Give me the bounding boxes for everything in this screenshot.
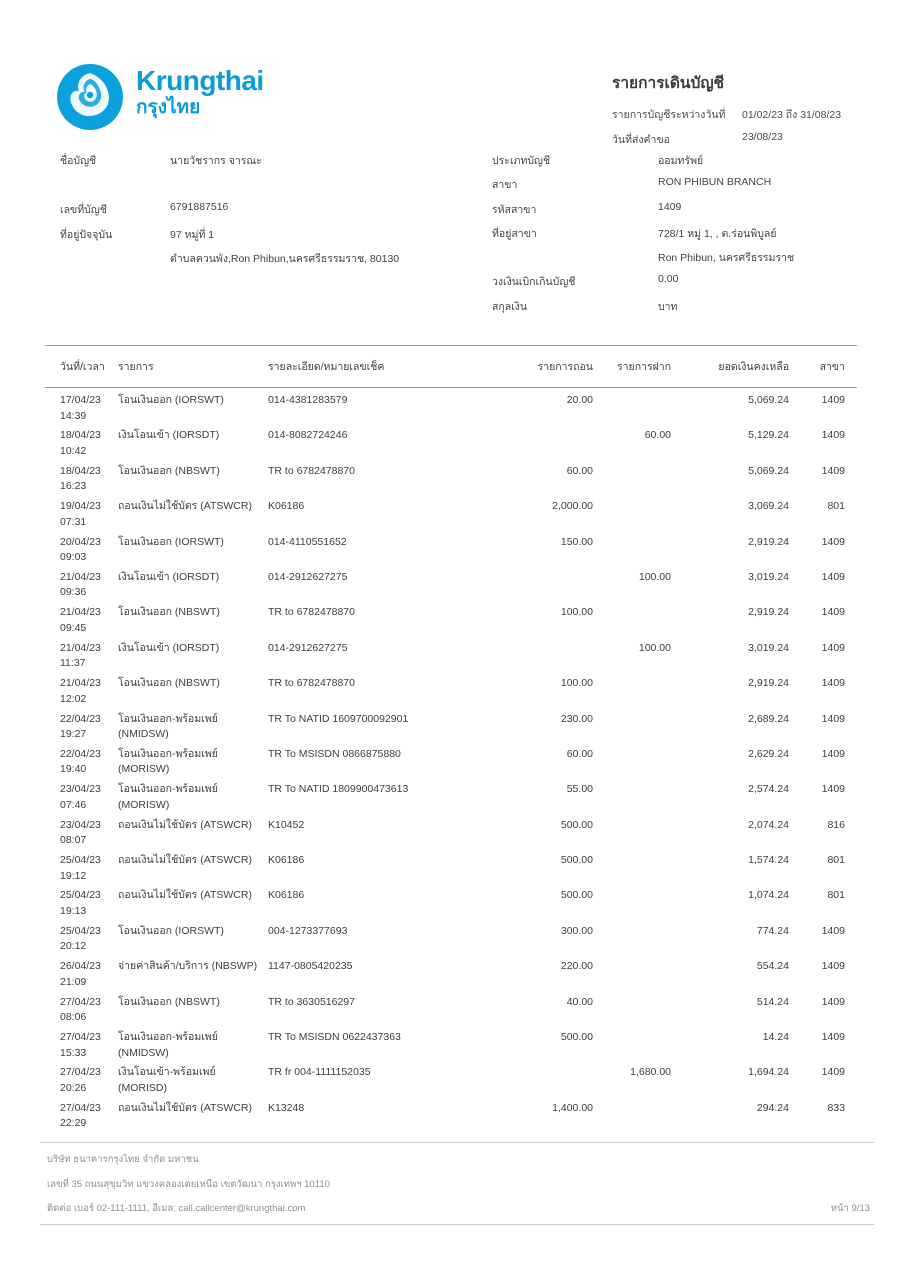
branch-value: RON PHIBUN BRANCH [658, 176, 772, 189]
txn-time: 21:09 [60, 975, 87, 988]
txn-balance: 3,019.24 [748, 570, 789, 583]
branch-address-line1: 728/1 หมู่ 1, , ต.ร่อนพิบูลย์ [658, 227, 777, 240]
txn-branch: 1409 [821, 641, 845, 654]
txn-withdrawal: 55.00 [566, 783, 593, 796]
txn-balance: 14.24 [762, 1031, 789, 1044]
branch-code-value: 1409 [658, 200, 682, 213]
txn-branch: 1409 [821, 1066, 845, 1079]
txn-desc-line1: โอนเงินออก (NBSWT) [118, 995, 220, 1008]
table-row [60, 393, 845, 428]
txn-datetime [60, 1030, 118, 1061]
txn-datetime [60, 747, 118, 778]
vayupak-bird-icon [57, 64, 123, 130]
table-row [60, 995, 845, 1030]
txn-balance: 5,129.24 [748, 429, 789, 442]
txn-datetime [60, 959, 118, 990]
txn-branch: 1409 [821, 783, 845, 796]
txn-branch: 1409 [821, 924, 845, 937]
txn-description [118, 1101, 268, 1132]
table-row [60, 924, 845, 959]
txn-desc-line1: โอนเงินออก (IORSWT) [118, 924, 224, 937]
txn-withdrawal: 60.00 [566, 747, 593, 760]
txn-desc-line1: ถอนเงินไม่ใช้บัตร (ATSWCR) [118, 1101, 252, 1114]
txn-balance: 554.24 [756, 960, 789, 973]
txn-description [118, 853, 268, 884]
txn-withdrawal: 300.00 [560, 924, 593, 937]
txn-withdrawal: 150.00 [560, 535, 593, 548]
txn-time: 09:03 [60, 551, 87, 564]
account-number-value: 6791887516 [170, 200, 229, 213]
txn-deposit [593, 499, 671, 530]
txn-datetime [60, 393, 118, 424]
txn-branch: 801 [827, 889, 845, 902]
txn-detail: 004-1273377693 [268, 924, 348, 937]
txn-time: 07:46 [60, 798, 87, 811]
txn-branch: 816 [827, 818, 845, 831]
txn-deposit [593, 995, 671, 1026]
txn-withdrawal: 220.00 [560, 960, 593, 973]
txn-date: 19/04/23 [60, 500, 101, 513]
footer-company: บริษัท ธนาคารกรุงไทย จำกัด มหาชน [47, 1154, 199, 1165]
col-deposit: รายการฝาก [617, 361, 671, 373]
txn-branch: 1409 [821, 394, 845, 406]
table-row [60, 641, 845, 676]
address-line1: 97 หมู่ที่ 1 [170, 228, 215, 241]
table-row [60, 888, 845, 923]
txn-balance: 2,689.24 [748, 712, 789, 725]
txn-description [118, 570, 268, 601]
txn-balance: 5,069.24 [748, 394, 789, 406]
table-row [60, 818, 845, 853]
statement-header [612, 70, 882, 148]
table-row [60, 1065, 845, 1100]
txn-desc-line1: โอนเงินออก (IORSWT) [118, 394, 224, 406]
txn-deposit [593, 924, 671, 955]
table-row [60, 676, 845, 711]
page-title: รายการเดินบัญชี [612, 75, 725, 92]
txn-description [118, 535, 268, 566]
txn-datetime [60, 853, 118, 884]
txn-time: 09:45 [60, 621, 87, 634]
txn-detail: K13248 [268, 1101, 305, 1114]
txn-desc-line1: โอนเงินออก-พร้อมเพย์ (MORISW) [118, 747, 218, 776]
txn-date: 22/04/23 [60, 712, 101, 725]
txn-desc-line1: โอนเงินออก (NBSWT) [118, 677, 220, 690]
txn-date: 27/04/23 [60, 1031, 101, 1044]
txn-detail: 014-4381283579 [268, 394, 348, 406]
txn-branch: 1409 [821, 429, 845, 442]
txn-balance: 2,629.24 [748, 747, 789, 760]
txn-date: 17/04/23 [60, 394, 101, 406]
table-row [60, 428, 845, 463]
txn-branch: 1409 [821, 570, 845, 583]
account-name-value: นายวัชรากร จารณะ [170, 155, 262, 167]
txn-branch: 1409 [821, 747, 845, 760]
txn-date: 25/04/23 [60, 924, 101, 937]
txn-description [118, 676, 268, 707]
txn-withdrawal: 500.00 [560, 854, 593, 867]
txn-datetime [60, 535, 118, 566]
footer-top-rule [40, 1142, 874, 1143]
address-label: ที่อยู่ปัจจุบัน [60, 228, 113, 241]
txn-description [118, 499, 268, 530]
txn-datetime [60, 995, 118, 1026]
footer-contact: ติดต่อ เบอร์ 02-111-1111, อีเมล: call.callcenter@krungthai.com [47, 1203, 306, 1214]
txn-desc-line1: ถอนเงินไม่ใช้บัตร (ATSWCR) [118, 818, 252, 831]
txn-desc-line1: ถอนเงินไม่ใช้บัตร (ATSWCR) [118, 500, 252, 513]
txn-description [118, 818, 268, 849]
txn-deposit [593, 1030, 671, 1061]
txn-detail: K06186 [268, 889, 305, 902]
txn-description [118, 1065, 268, 1096]
txn-branch: 833 [827, 1101, 845, 1114]
txn-balance: 2,919.24 [748, 606, 789, 619]
txn-time: 08:06 [60, 1011, 87, 1024]
txn-deposit: 1,680.00 [630, 1066, 671, 1079]
txn-description [118, 888, 268, 919]
txn-balance: 2,919.24 [748, 677, 789, 690]
txn-date: 20/04/23 [60, 535, 101, 548]
txn-description [118, 428, 268, 459]
txn-description [118, 1030, 268, 1061]
txn-balance: 1,074.24 [748, 889, 789, 902]
table-row [60, 605, 845, 640]
txn-time: 08:07 [60, 834, 87, 847]
txn-date: 22/04/23 [60, 747, 101, 760]
txn-datetime [60, 818, 118, 849]
txn-withdrawal [443, 641, 593, 672]
table-row [60, 499, 845, 534]
txn-date: 27/04/23 [60, 995, 101, 1008]
footer-bottom-rule [40, 1224, 874, 1225]
txn-description [118, 464, 268, 495]
transactions-table [45, 345, 857, 1136]
txn-description [118, 995, 268, 1026]
branch-code-label: รหัสสาขา [492, 203, 537, 216]
txn-branch: 1409 [821, 960, 845, 973]
txn-deposit [593, 818, 671, 849]
txn-description [118, 605, 268, 636]
txn-description [118, 782, 268, 813]
txn-desc-line1: เงินโอนเข้า (IORSDT) [118, 641, 220, 654]
txn-withdrawal: 500.00 [560, 818, 593, 831]
branch-address-line2: Ron Phibun, นครศรีธรรมราช [658, 252, 795, 265]
txn-withdrawal: 100.00 [560, 677, 593, 690]
txn-detail: 014-2912627275 [268, 570, 348, 583]
txn-balance: 3,019.24 [748, 641, 789, 654]
txn-date: 21/04/23 [60, 677, 101, 690]
txn-desc-line1: โอนเงินออก (IORSWT) [118, 535, 224, 548]
txn-withdrawal: 20.00 [566, 394, 593, 406]
txn-date: 27/04/23 [60, 1101, 101, 1114]
txn-desc-line1: เงินโอนเข้า-พร้อมเพย์ [118, 1066, 216, 1079]
txn-deposit [593, 605, 671, 636]
col-withdrawal: รายการถอน [537, 361, 593, 373]
txn-date: 26/04/23 [60, 960, 101, 973]
account-info-right [492, 152, 892, 322]
txn-deposit [593, 1101, 671, 1132]
txn-deposit [593, 747, 671, 778]
branch-address-label: ที่อยู่สาขา [492, 227, 537, 240]
txn-withdrawal: 100.00 [560, 606, 593, 619]
table-row [60, 570, 845, 605]
txn-desc-line1: ถอนเงินไม่ใช้บัตร (ATSWCR) [118, 854, 252, 867]
txn-date: 18/04/23 [60, 464, 101, 477]
txn-deposit [593, 959, 671, 990]
account-name-label: ชื่อบัญชี [60, 155, 97, 167]
txn-detail: 014-2912627275 [268, 641, 348, 654]
txn-datetime [60, 1065, 118, 1096]
table-row [60, 959, 845, 994]
col-datetime: วันที่/เวลา [60, 361, 105, 373]
txn-deposit [593, 676, 671, 707]
txn-deposit [593, 464, 671, 495]
txn-datetime [60, 605, 118, 636]
txn-detail: 1147-0805420235 [268, 960, 353, 973]
txn-desc-line1: จ่ายค่าสินค้า/บริการ (NBSWP) [118, 960, 258, 973]
txn-datetime [60, 1101, 118, 1132]
txn-balance: 774.24 [756, 924, 789, 937]
request-date-value: 23/08/23 [742, 131, 783, 143]
txn-balance: 294.24 [756, 1101, 789, 1114]
txn-balance: 1,694.24 [748, 1066, 789, 1079]
txn-detail: TR fr 004-1111152035 [268, 1066, 371, 1079]
txn-description [118, 393, 268, 424]
txn-desc-line1: โอนเงินออก-พร้อมเพย์ (MORISW) [118, 783, 218, 811]
txn-balance: 2,074.24 [748, 818, 789, 831]
txn-time: 07:31 [60, 515, 87, 528]
txn-deposit [593, 782, 671, 813]
txn-withdrawal [443, 428, 593, 459]
footer-address: เลขที่ 35 ถนนสุขุมวิท แขวงคลองเตยเหนือ เขตวัฒนา กรุงเทพฯ 10110 [47, 1179, 330, 1190]
currency-value: บาท [658, 300, 678, 313]
txn-withdrawal [443, 570, 593, 601]
col-detail: รายละเอียด/หมายเลขเช็ค [268, 361, 385, 373]
txn-deposit [593, 712, 671, 743]
txn-withdrawal: 500.00 [560, 1031, 593, 1044]
txn-time: 09:36 [60, 586, 87, 599]
txn-desc-line1: โอนเงินออก-พร้อมเพย์ (NMIDSW) [118, 1031, 218, 1059]
txn-deposit: 60.00 [644, 429, 671, 442]
txn-withdrawal: 500.00 [560, 889, 593, 902]
table-row [60, 1101, 845, 1136]
txn-description [118, 959, 268, 990]
txn-date: 23/04/23 [60, 818, 101, 831]
txn-datetime [60, 924, 118, 955]
account-type-label: ประเภทบัญชี [492, 155, 551, 167]
txn-desc-line1: โอนเงินออก-พร้อมเพย์ (NMIDSW) [118, 712, 218, 741]
col-branch: สาขา [819, 361, 845, 373]
txn-branch: 1409 [821, 464, 845, 477]
branch-label: สาขา [492, 179, 518, 192]
table-row [60, 1030, 845, 1065]
txn-datetime [60, 499, 118, 530]
table-row [60, 464, 845, 499]
txn-branch: 1409 [821, 712, 845, 725]
txn-desc-line1: เงินโอนเข้า (IORSDT) [118, 570, 220, 583]
txn-time: 12:02 [60, 692, 87, 705]
table-row [60, 782, 845, 817]
txn-detail: TR To NATID 1809900473613 [268, 783, 409, 796]
txn-desc-line2: (MORISD) [118, 1081, 167, 1094]
txn-deposit: 100.00 [638, 641, 671, 654]
txn-branch: 1409 [821, 677, 845, 690]
txn-datetime [60, 888, 118, 919]
txn-detail: K06186 [268, 500, 305, 513]
txn-time: 19:27 [60, 728, 87, 741]
txn-detail: 014-8082724246 [268, 429, 348, 442]
txn-deposit [593, 888, 671, 919]
txn-withdrawal: 2,000.00 [552, 500, 593, 513]
txn-date: 25/04/23 [60, 854, 101, 867]
page-number: หน้า 9/13 [830, 1203, 870, 1214]
brand-name-en: Krungthai [136, 65, 264, 96]
txn-detail: K06186 [268, 854, 305, 867]
col-description: รายการ [118, 361, 154, 373]
txn-time: 19:12 [60, 869, 87, 882]
krungthai-logo [57, 64, 264, 130]
txn-desc-line1: โอนเงินออก (NBSWT) [118, 606, 220, 619]
brand-wordmark [136, 64, 264, 117]
address-line2: ตำบลควนพัง,Ron Phibun,นครศรีธรรมราช, 80130 [170, 253, 400, 266]
txn-balance: 5,069.24 [748, 464, 789, 477]
txn-date: 18/04/23 [60, 429, 101, 442]
request-date-label: วันที่ส่งคำขอ [612, 134, 670, 146]
overdraft-value: 0.00 [658, 273, 679, 286]
brand-name-th: กรุงไทย [136, 97, 201, 118]
txn-withdrawal: 230.00 [560, 712, 593, 725]
currency-label: สกุลเงิน [492, 300, 528, 313]
txn-datetime [60, 712, 118, 743]
col-balance: ยอดเงินคงเหลือ [718, 361, 789, 373]
txn-balance: 514.24 [756, 995, 789, 1008]
txn-detail: TR to 6782478870 [268, 606, 355, 619]
overdraft-label: วงเงินเบิกเกินบัญชี [492, 276, 576, 289]
table-row [60, 747, 845, 782]
period-value: 01/02/23 ถึง 31/08/23 [742, 109, 842, 121]
txn-branch: 1409 [821, 535, 845, 548]
txn-withdrawal: 40.00 [566, 995, 593, 1008]
txn-deposit: 100.00 [638, 570, 671, 583]
table-row [60, 853, 845, 888]
txn-withdrawal [443, 1065, 593, 1096]
account-type-value: ออมทรัพย์ [658, 155, 704, 167]
txn-date: 27/04/23 [60, 1066, 101, 1079]
txn-description [118, 712, 268, 743]
txn-branch: 1409 [821, 606, 845, 619]
table-row [60, 535, 845, 570]
txn-time: 20:26 [60, 1081, 87, 1094]
txn-detail: TR To MSISDN 0866875880 [268, 747, 401, 760]
txn-time: 20:12 [60, 940, 87, 953]
txn-branch: 1409 [821, 1031, 845, 1044]
txn-balance: 1,574.24 [748, 854, 789, 867]
txn-date: 21/04/23 [60, 570, 101, 583]
txn-date: 21/04/23 [60, 641, 101, 654]
txn-datetime [60, 570, 118, 601]
txn-deposit [593, 393, 671, 424]
period-label: รายการบัญชีระหว่างวันที่ [612, 109, 726, 121]
txn-detail: TR to 6782478870 [268, 677, 355, 690]
txn-date: 21/04/23 [60, 606, 101, 619]
txn-balance: 3,069.24 [748, 500, 789, 513]
txn-time: 14:39 [60, 409, 87, 422]
txn-time: 15:33 [60, 1046, 87, 1059]
txn-time: 11:37 [60, 657, 86, 670]
txn-desc-line1: ถอนเงินไม่ใช้บัตร (ATSWCR) [118, 889, 252, 902]
txn-detail: 014-4110551652 [268, 535, 347, 548]
txn-time: 16:23 [60, 480, 87, 493]
txn-branch: 801 [827, 854, 845, 867]
txn-branch: 1409 [821, 995, 845, 1008]
txn-description [118, 924, 268, 955]
txn-detail: TR to 6782478870 [268, 464, 355, 477]
txn-detail: K10452 [268, 818, 305, 831]
txn-datetime [60, 676, 118, 707]
txn-description [118, 641, 268, 672]
txn-datetime [60, 641, 118, 672]
txn-date: 25/04/23 [60, 889, 101, 902]
txn-datetime [60, 464, 118, 495]
txn-balance: 2,574.24 [748, 783, 789, 796]
txn-desc-line1: โอนเงินออก (NBSWT) [118, 464, 220, 477]
txn-time: 10:42 [60, 444, 87, 457]
txn-date: 23/04/23 [60, 783, 101, 796]
account-number-label: เลขที่บัญชี [60, 203, 107, 216]
account-info-left [60, 152, 480, 275]
txn-detail: TR To MSISDN 0622437363 [268, 1031, 401, 1044]
txn-detail: TR to 3630516297 [268, 995, 355, 1008]
txn-deposit [593, 853, 671, 884]
txn-detail: TR To NATID 1609700092901 [268, 712, 409, 725]
txn-description [118, 747, 268, 778]
txn-time: 19:13 [60, 904, 87, 917]
txn-deposit [593, 535, 671, 566]
txn-time: 19:40 [60, 763, 87, 776]
txn-withdrawal: 60.00 [566, 464, 593, 477]
table-body [60, 388, 845, 1136]
txn-desc-line1: เงินโอนเข้า (IORSDT) [118, 429, 220, 442]
txn-branch: 801 [827, 500, 845, 513]
txn-balance: 2,919.24 [748, 535, 789, 548]
txn-time: 22:29 [60, 1117, 87, 1130]
txn-datetime [60, 782, 118, 813]
txn-datetime [60, 428, 118, 459]
table-row [60, 712, 845, 747]
txn-withdrawal: 1,400.00 [552, 1101, 593, 1114]
table-header-row [60, 346, 845, 387]
